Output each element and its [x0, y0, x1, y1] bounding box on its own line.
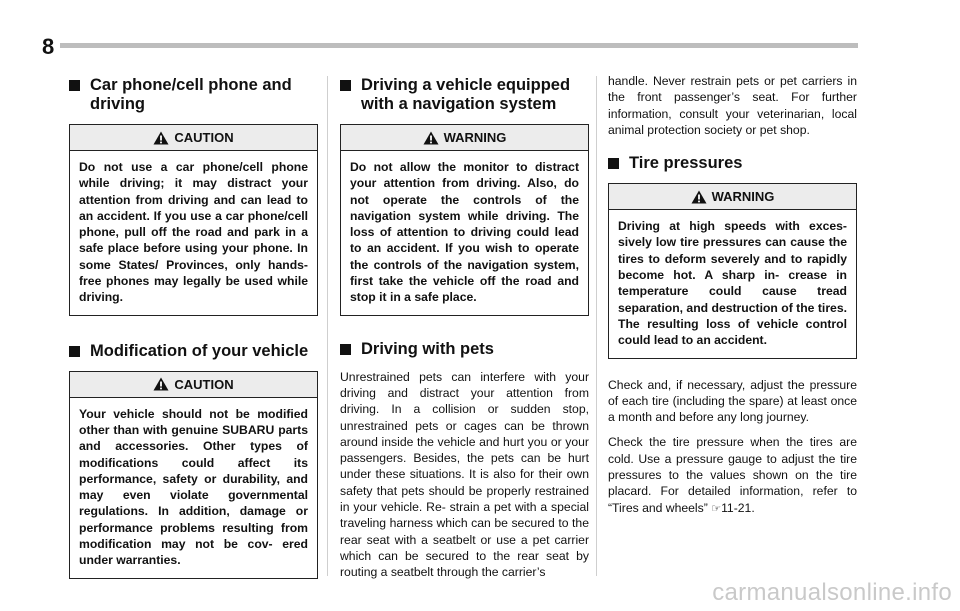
section-heading — [340, 340, 589, 359]
paragraph-text: Check the tire pressure when the tires are cold. Use a pressure gauge to adjust the tire pressures to the values shown on the tire placard. For detailed information, refer to “Tires and wheels” — [608, 435, 857, 515]
section-title: Tire pressures — [629, 154, 743, 173]
warning-label: WARNING — [443, 130, 507, 145]
body-paragraph: handle. Never restrain pets or pet carriers in the front passenger’s seat. For further information, consult your veterinarian, local animal protection society or pet shop. — [608, 74, 857, 137]
body-paragraph: Check and, if necessary, adjust the pressure of each tire (including the spare) at least once a month and before any long journey. — [608, 377, 857, 425]
caution-text: Your vehicle should not be modified other than with genuine SUBARU parts and accessories. Other types of modifications could affect its performance, safety or durability, and may even violate governmental regulations. In addition, damage or performance problems resulting from modification may not be cov- ered under warranties. — [79, 406, 308, 568]
section-square-icon — [340, 344, 351, 355]
warning-triangle-icon — [153, 377, 169, 391]
column-divider — [596, 76, 597, 576]
warning-triangle-icon — [423, 131, 439, 145]
caution-text: Do not use a car phone/cell phone while driving; it may distract your attention from driving and can lead to an accident. If you use a car phone/cell phone, pull off the road and park in a safe place before using your phone. In some States/ Provinces, only hands-free phones may legally be used while driving. — [79, 160, 308, 305]
section-title: Car phone/cell phone and driving — [90, 76, 292, 113]
caution-header — [70, 372, 317, 398]
warning-label: WARNING — [711, 189, 775, 205]
warning-triangle-icon — [691, 190, 707, 204]
section-heading — [69, 76, 318, 114]
warning-header — [609, 184, 856, 210]
section-heading — [608, 154, 857, 173]
watermark: carmanualsonline.info — [712, 579, 952, 606]
caution-label: CAUTION — [174, 130, 234, 145]
warning-text: Driving at high speeds with exces- sively low tire pressures can cause the tires to deform severely and to rapidly become hot. A sharp in- crease in temperature could cause tread separation, and destruction of the tires. The resulting loss of vehicle control could lead to an accident. — [618, 219, 847, 348]
section-title: Driving with pets — [361, 339, 494, 358]
caution-box — [69, 124, 318, 316]
page-reference[interactable]: 11-21. — [721, 500, 755, 515]
section-square-icon — [69, 346, 80, 357]
warning-box — [608, 183, 857, 358]
column-2 — [340, 76, 589, 590]
section-heading — [340, 76, 589, 114]
caution-header — [70, 125, 317, 151]
column-1 — [69, 76, 318, 597]
warning-text: Do not allow the monitor to distract your attention from driving. Also, do not operate the controls of the navigation system while driving. The loss of attention to driving could lead to an accident. If you wish to operate the controls of the navigation system, first take the vehicle off the road and stop it in a safe place. — [350, 160, 579, 305]
body-paragraph — [608, 434, 857, 516]
section-square-icon — [340, 80, 351, 91]
warning-triangle-icon — [153, 131, 169, 145]
page-number: 8 — [42, 34, 55, 59]
section-title: Modification of your vehicle — [90, 341, 309, 360]
body-paragraph: Unrestrained pets can interfere with your driving and distract your attention from driving. In a collision or sudden stop, unrestrained pets or cages can be thrown around inside the vehicle and hurt you or your passengers. Besides, the pets can be hurt under these situations. It is also for their own safety that pets should be properly restrained in your vehicle. Re- strain a pet with a special traveling harness which can be secured to the rear seat with a seatbelt or use a pet carrier which can be secured to the rear seat by routing a seatbelt through the carrier’s — [340, 369, 589, 580]
column-3 — [608, 76, 857, 526]
caution-box — [69, 371, 318, 579]
section-square-icon — [608, 158, 619, 169]
section-square-icon — [69, 80, 80, 91]
warning-header — [341, 125, 588, 151]
reference-pointer-icon: ☞ — [711, 502, 722, 515]
warning-box — [340, 124, 589, 316]
column-divider — [327, 76, 328, 576]
section-heading — [69, 342, 318, 361]
header-rule — [60, 43, 858, 48]
caution-label: CAUTION — [174, 376, 234, 392]
section-title: Driving a vehicle equipped with a navigation system — [361, 76, 571, 113]
